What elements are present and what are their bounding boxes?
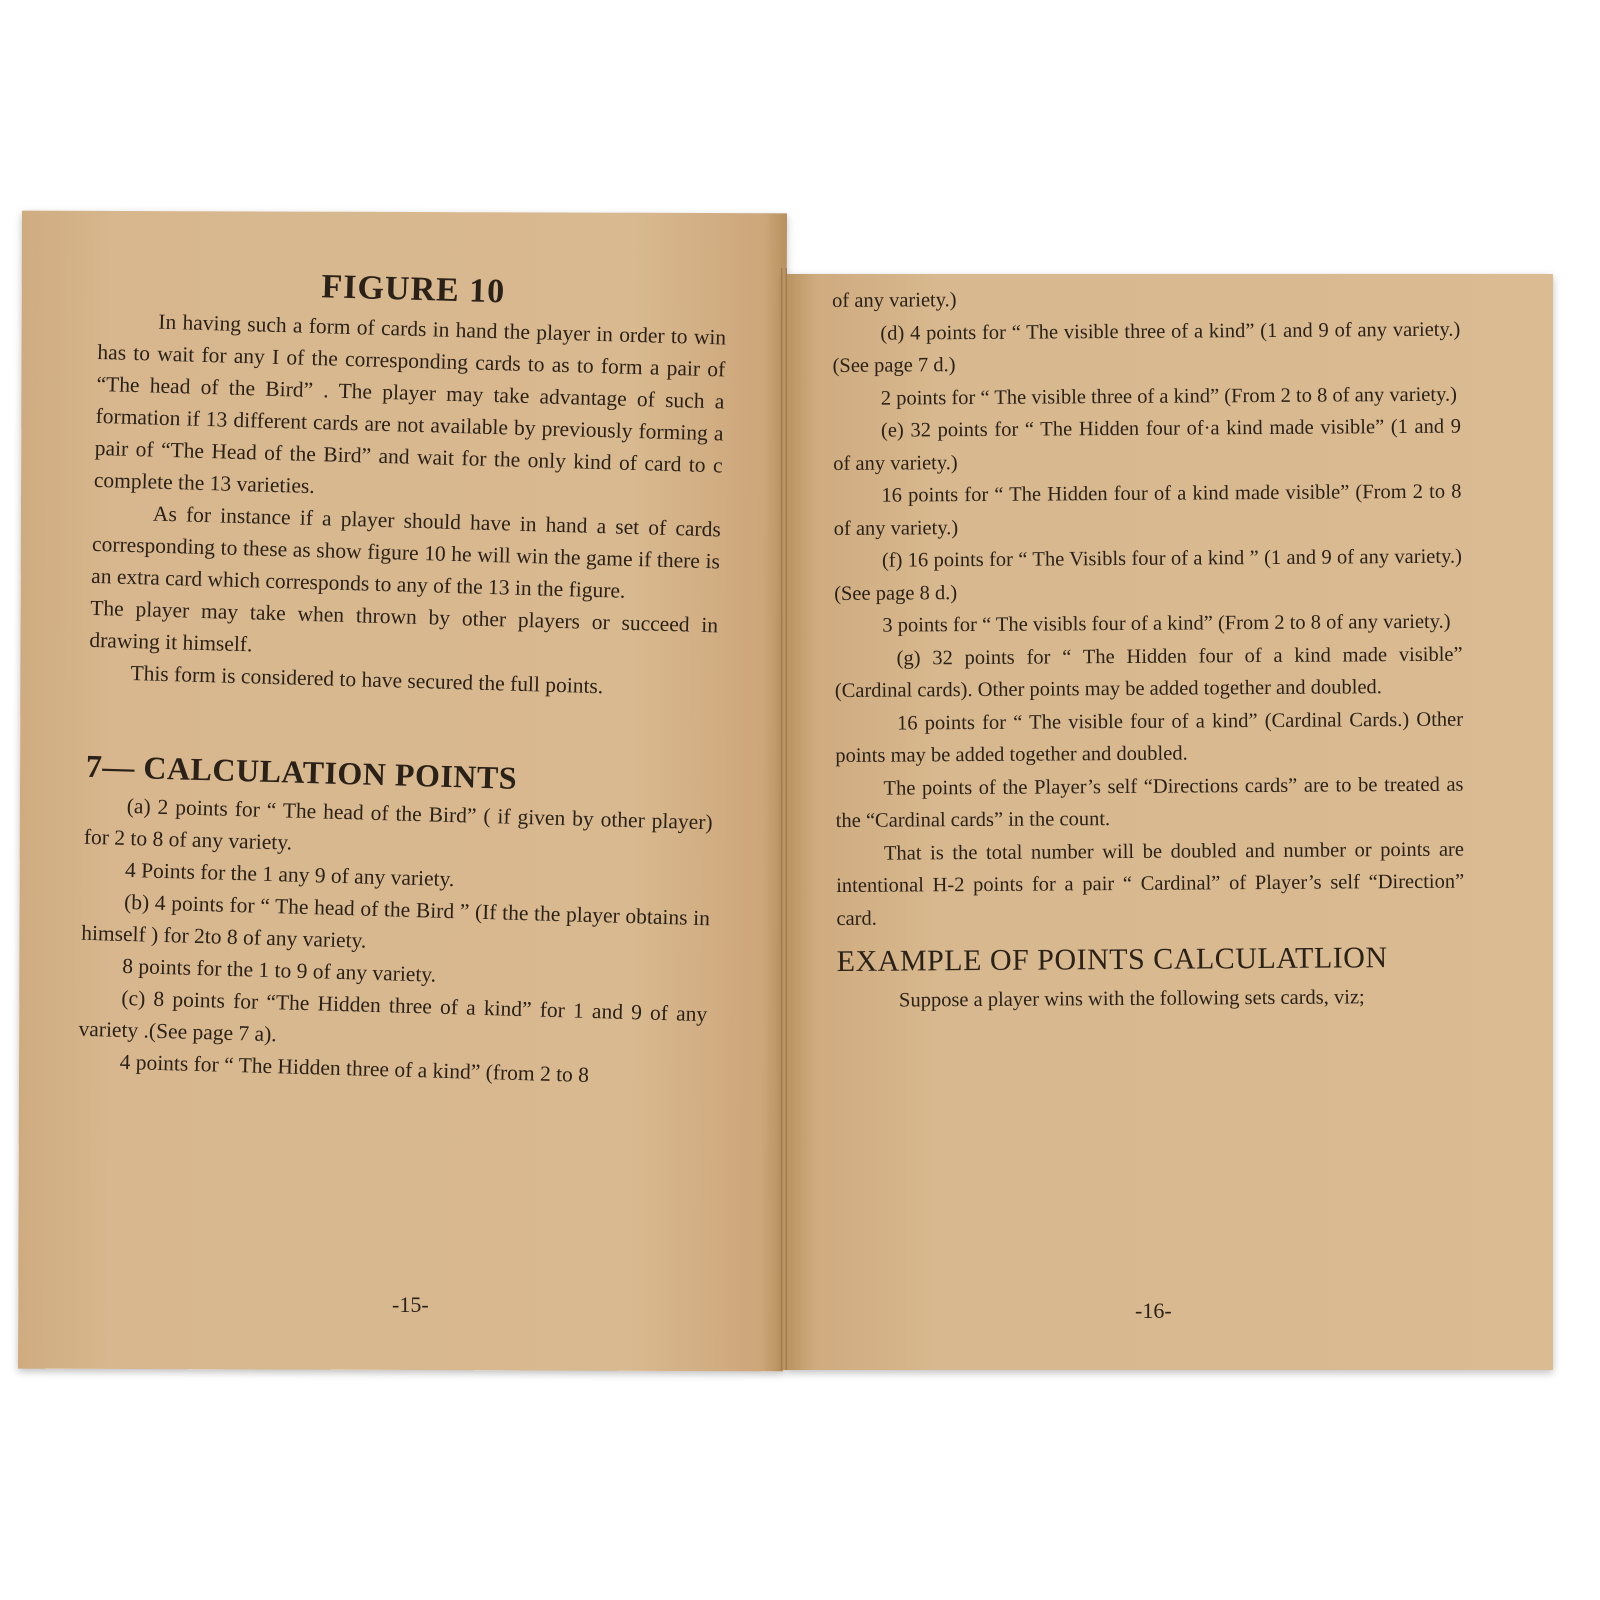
rule-item: (d) 4 points for “ The visible three of a kind” (1 and 9 of any variety.) (See page 7 d.) bbox=[832, 318, 1461, 377]
page-number-right: -16- bbox=[1135, 1298, 1172, 1323]
paragraph: As for instance if a player should have in hand a set of cards corresponding to these as show figure 10 he will win the game if there is an extra card which corresponds to any of the 13 in the figure. bbox=[90, 501, 722, 603]
booklet-spine bbox=[781, 268, 787, 1370]
rule-item: (e) 32 points for “ The Hidden four of·a kind made visible” (1 and 9 of any variety.) bbox=[833, 415, 1462, 475]
paragraph: In having such a form of cards in hand the player in order to win has to wait for any I of the corresponding cards to as to form a pair of “The head of the Bird” . The player may take advantage of such a formation if 13 different cards are not available by previously forming a pair of “The Head of the Bird” and wait for the only kind of card to c complete the 13 varieties. bbox=[93, 309, 727, 499]
rule-item: 4 points for “ The Hidden three of a kind” (from 2 to 8 bbox=[119, 1049, 590, 1087]
rule-item: 3 points for “ The visibls four of a kind” (From 2 to 8 of any variety.) bbox=[882, 610, 1451, 637]
rule-item: (f) 16 points for “ The Visibls four of a kind ” (1 and 9 of any variety.) (See page 8 d.) bbox=[834, 545, 1462, 605]
rule-item: (a) 2 points for “ The head of the Bird” ( if given by other player) for 2 to 8 of any variety. bbox=[83, 793, 713, 855]
rule-item: (c) 8 points for “The Hidden three of a kind” for 1 and 9 of any variety .(See page 7 a). bbox=[78, 985, 708, 1047]
left-page-content bbox=[77, 262, 728, 1094]
paragraph: That is the total number will be doubled and number or points are intentional H-2 points for a pair “ Cardinal” of Player’s self “Direction” card. bbox=[836, 838, 1465, 930]
rule-item: of any variety.) bbox=[832, 289, 957, 312]
section-title: 7— CALCULATION POINTS bbox=[85, 747, 518, 796]
page-number-left: -15- bbox=[392, 1292, 429, 1317]
right-page-content bbox=[832, 281, 1465, 1018]
paragraph: Suppose a player wins with the following sets cards, viz; bbox=[898, 986, 1365, 1012]
paragraph: This form is considered to have secured the full points. bbox=[130, 661, 604, 699]
example-title: EXAMPLE OF POINTS CALCULATLION bbox=[836, 941, 1388, 978]
rule-item: 8 points for the 1 to 9 of any variety. bbox=[122, 953, 437, 987]
rule-item: 2 points for “ The visible three of a kind” (From 2 to 8 of any variety.) bbox=[880, 383, 1457, 410]
paragraph: The points of the Player’s self “Directions cards” are to be treated as the “Cardinal cards” in the count. bbox=[835, 773, 1464, 832]
rule-item: (g) 32 points for “ The Hidden four of a kind made visible” (Cardinal cards). Other points may be added together and doubled. bbox=[834, 643, 1463, 702]
rule-item: 16 points for “ The Hidden four of a kind made visible” (From 2 to 8 of any variety.) bbox=[833, 480, 1462, 540]
figure-title: FIGURE 10 bbox=[321, 268, 506, 311]
rule-item: 16 points for “ The visible four of a kind” (Cardinal Cards.) Other points may be added together and doubled. bbox=[835, 708, 1464, 767]
rule-item: 4 Points for the 1 any 9 of any variety. bbox=[124, 857, 455, 892]
paragraph: The player may take when thrown by other players or succeed in drawing it himself. bbox=[89, 595, 719, 657]
rule-item: (b) 4 points for “ The head of the Bird ” (If the the player obtains in himself ) for 2to 8 of any variety. bbox=[80, 889, 711, 953]
